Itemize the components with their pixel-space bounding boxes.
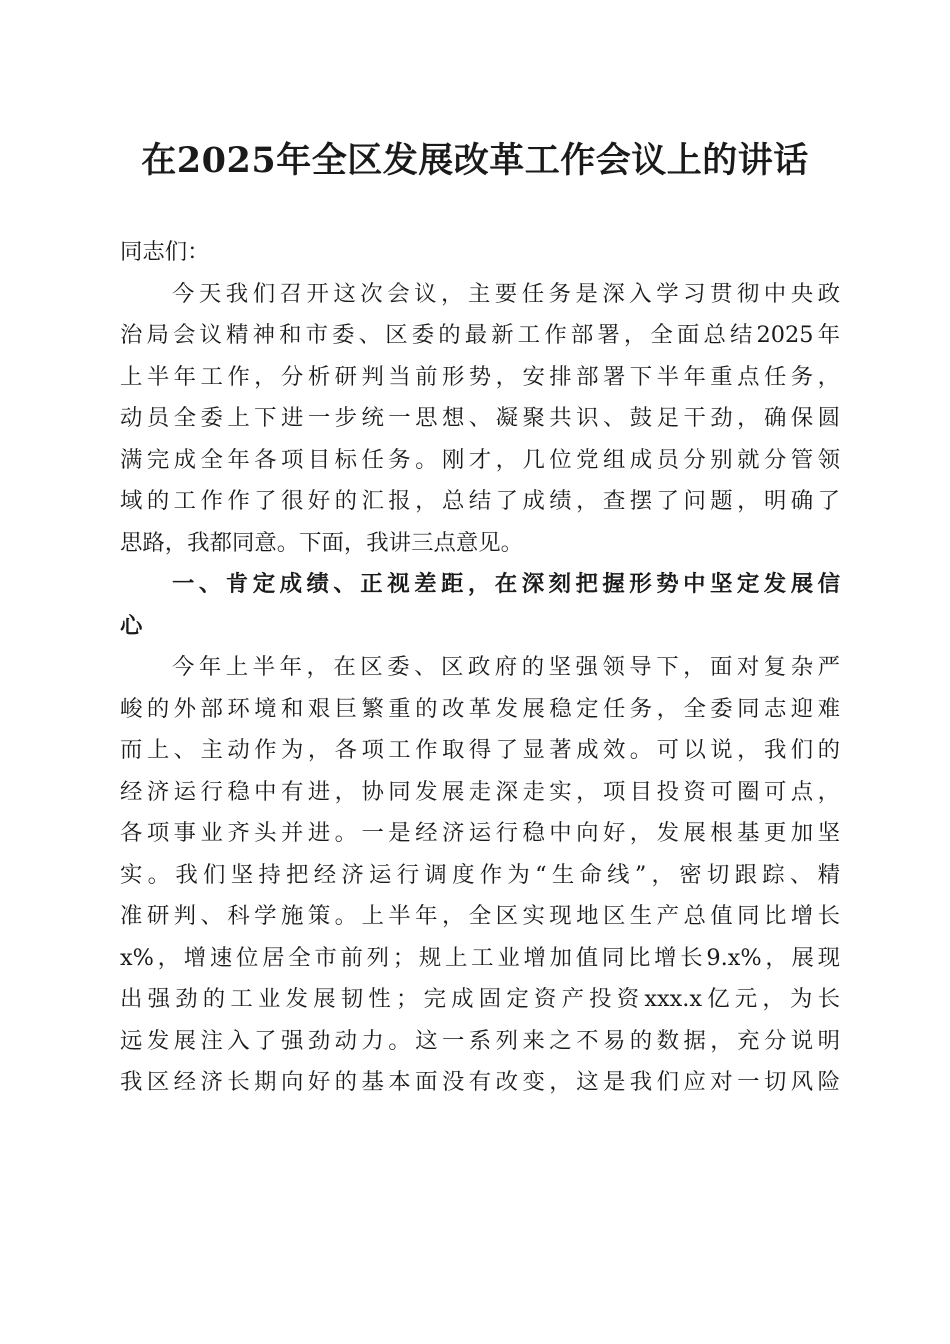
paragraph-line: 而上、主动作为，各项工作取得了显著成效。可以说，我们的 <box>120 737 840 763</box>
section-heading-1 <box>120 564 840 647</box>
document-title: 在2025年全区发展改革工作会议上的讲话 <box>141 140 809 181</box>
paragraph-line: 域的工作作了很好的汇报，总结了成绩，查摆了问题，明确了 <box>120 488 840 514</box>
paragraph-line: 动员全委上下进一步统一思想、凝聚共识、鼓足干劲，确保圆 <box>120 405 840 431</box>
paragraph-line: 峻的外部环境和艰巨繁重的改革发展稳定任务，全委同志迎难 <box>120 695 840 722</box>
paragraph-line: 准研判、科学施策。上半年，全区实现地区生产总值同比增长 <box>120 903 840 929</box>
paragraph-line: 出强劲的工业发展韧性；完成固定资产投资xxx.x亿元，为长 <box>120 986 840 1012</box>
paragraph-line: 各项事业齐头并进。一是经济运行稳中向好，发展根基更加坚 <box>120 820 840 846</box>
paragraph-line: x%，增速位居全市前列；规上工业增加值同比增长9.x%，展现 <box>120 944 840 971</box>
paragraph-line: 思路，我都同意。下面，我讲三点意见。 <box>120 529 524 556</box>
paragraph-line: 实。我们坚持把经济运行调度作为“生命线”，密切跟踪、精 <box>120 861 840 888</box>
paragraph-intro <box>120 274 840 565</box>
paragraph-line: 我区经济长期向好的基本面没有改变，这是我们应对一切风险 <box>120 1069 840 1095</box>
heading-line: 心 <box>120 612 143 639</box>
paragraph-line: 经济运行稳中有进，协同发展走深走实，项目投资可圈可点， <box>120 778 840 805</box>
paragraph-line: 满完成全年各项目标任务。刚才，几位党组成员分别就分管领 <box>120 446 840 473</box>
document-body <box>120 232 840 1104</box>
heading-line: 一、肯定成绩、正视差距，在深刻把握形势中坚定发展信 <box>172 571 840 597</box>
paragraph-line: 今年上半年，在区委、区政府的坚强领导下，面对复杂严 <box>172 654 840 680</box>
salutation: 同志们： <box>120 239 210 265</box>
paragraph-line: 远发展注入了强劲动力。这一系列来之不易的数据，充分说明 <box>120 1027 840 1054</box>
paragraph-line: 今天我们召开这次会议，主要任务是深入学习贯彻中央政 <box>172 280 840 307</box>
paragraph-achievements <box>120 647 840 1104</box>
paragraph-line: 治局会议精神和市委、区委的最新工作部署，全面总结2025年 <box>120 322 840 348</box>
paragraph-line: 上半年工作，分析研判当前形势，安排部署下半年重点任务， <box>120 363 840 390</box>
